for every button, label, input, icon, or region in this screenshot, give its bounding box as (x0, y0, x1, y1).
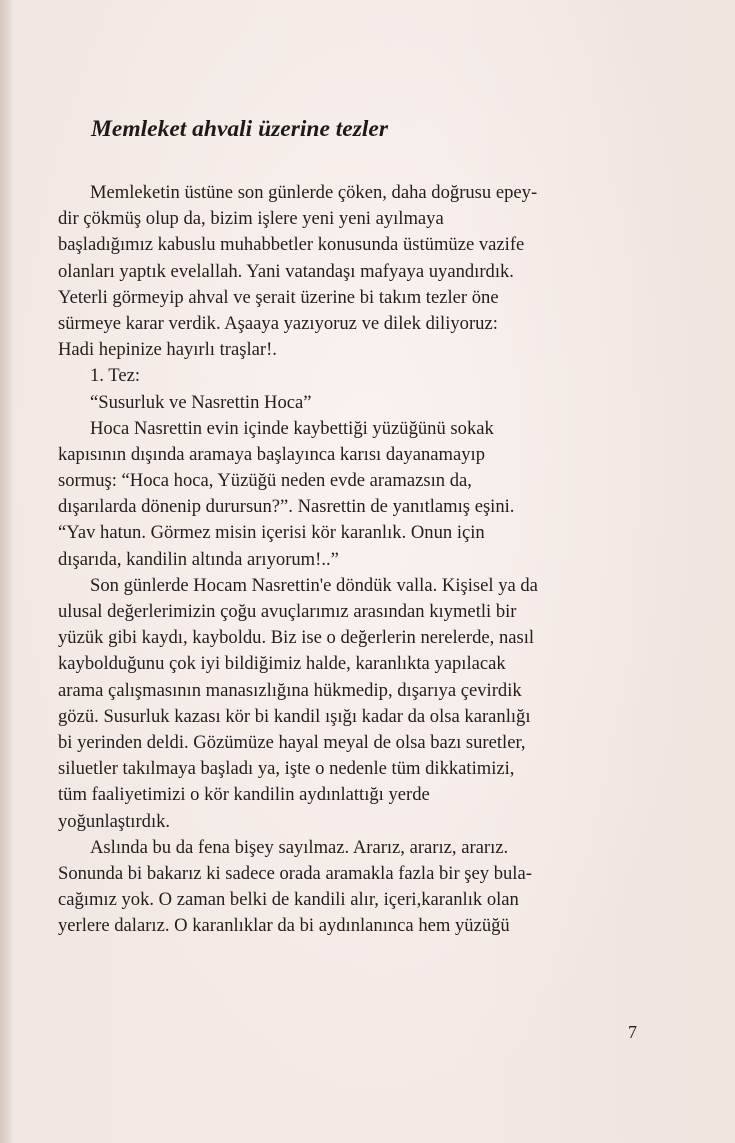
text-line: başladığımız kabuslu muhabbetler konusunda üstümüze vazife (58, 234, 525, 256)
text-line: kapısının dışında aramaya başlayınca karısı dayanamayıp (58, 443, 485, 465)
text-line: ulusal değerlerimizin çoğu avuçlarımız arasından kıymetli bir (58, 601, 517, 622)
text-line: bi yerinden deldi. Gözümüze hayal meyal de olsa bazı suretler, (58, 731, 526, 753)
text-line: Memleketin üstüne son günlerde çöken, daha doğrusu epey- (90, 182, 538, 203)
text-line: Aslında bu da fena bişey sayılmaz. Ararız, ararız, ararız. (90, 836, 509, 858)
text-line: sürmeye karar verdik. Aşaaya yazıyoruz ve dilek diliyoruz: (58, 312, 498, 334)
text-line: dışarıda, kandilin altında arıyorum!..” (58, 548, 339, 570)
text-line: Sonunda bi bakarız ki sadece orada aramakla fazla bir şey bula- (58, 862, 532, 884)
text-line: cağımız yok. O zaman belki de kandili alır, içeri,karanlık olan (58, 889, 519, 911)
text-line: kaybolduğunu çok iyi bildiğimiz halde, karanlıkta yapılacak (58, 653, 506, 675)
text-line: yoğunlaştırdık. (58, 810, 171, 832)
body-text (58, 180, 658, 939)
text-line: 1. Tez: (90, 365, 140, 387)
text-line: gözü. Susurluk kazası kör bi kandil ışığı kadar da olsa karanlığı (58, 705, 531, 727)
text-line: yüzük gibi kaydı, kayboldu. Biz ise o değerlerin nerelerde, nasıl (58, 627, 535, 649)
text-line: arama çalışmasının manasızlığına hükmedip, dışarıya çevirdik (58, 679, 522, 701)
text-line: olanları yaptık evelallah. Yani vatandaşı mafyaya uyandırdık. (58, 260, 514, 282)
text-line: siluetler takılmaya başladı ya, işte o nedenle tüm dikkatimizi, (58, 758, 515, 780)
text-line: dışarılarda dönenip durursun?”. Nasrettin de yanıtlamış eşini. (58, 496, 515, 518)
text-line: “Yav hatun. Görmez misin içerisi kör karanlık. Onun için (58, 522, 485, 544)
chapter-title: Memleket ahvali üzerine tezler (91, 116, 388, 142)
text-line: Hadi hepinize hayırlı traşlar!. (58, 339, 277, 361)
text-line: Yeterli görmeyip ahval ve şerait üzerine bi takım tezler öne (58, 286, 499, 308)
page-number: 7 (628, 1022, 637, 1042)
text-line: tüm faaliyetimizi o kör kandilin aydınlattığı yerde (58, 784, 430, 806)
text-line: Son günlerde Hocam Nasrettin'e döndük valla. Kişisel ya da (90, 574, 538, 596)
text-line: yerlere dalarız. O karanlıklar da bi aydınlanınca hem yüzüğü (58, 915, 510, 937)
text-line: Hoca Nasrettin evin içinde kaybettiği yüzüğünü sokak (90, 417, 494, 439)
text-line: “Susurluk ve Nasrettin Hoca” (90, 391, 312, 413)
spine-shadow (0, 0, 14, 1143)
text-line: dir çökmüş olup da, bizim işlere yeni yeni ayılmaya (58, 208, 444, 230)
text-line: sormuş: “Hoca hoca, Yüzüğü neden evde aramazsın da, (58, 470, 472, 492)
